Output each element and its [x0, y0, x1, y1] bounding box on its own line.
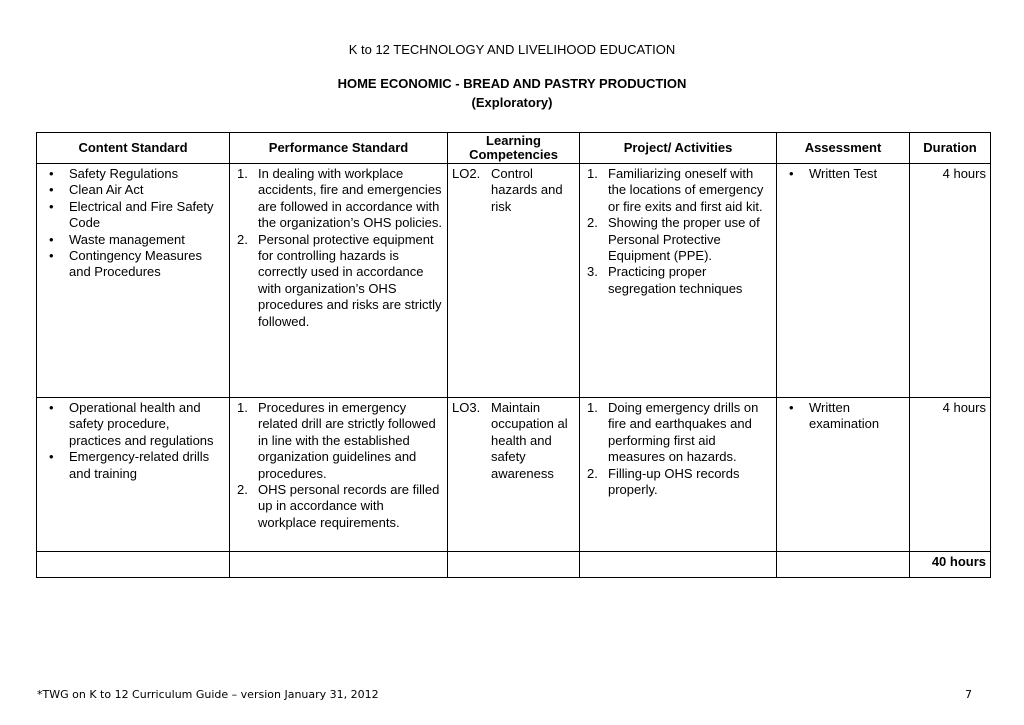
- list-item: 2. Showing the proper use of Personal Protective Equipment (PPE).: [587, 215, 760, 264]
- list-item: 2. Filling-up OHS records properly.: [587, 465, 740, 498]
- duration-cell: 4 hours: [910, 164, 991, 398]
- lo-code: LO3.: [452, 400, 481, 415]
- content-standard-cell: [37, 164, 230, 398]
- col-header-assessment: Assessment: [777, 133, 910, 164]
- lo-code: LO2.: [452, 166, 481, 181]
- list-item: • Written Test: [809, 166, 905, 182]
- activities-cell: [580, 398, 777, 552]
- list-item: • Written examination: [809, 400, 905, 433]
- content-standard-cell: [37, 398, 230, 552]
- learning-competency-cell: [448, 398, 580, 552]
- col-header-learning: Learning Competencies: [448, 133, 580, 164]
- learning-competency-cell: [448, 164, 580, 398]
- list-item: 3. Practicing proper segregation techniques: [587, 264, 743, 296]
- doc-level: (Exploratory): [471, 95, 553, 110]
- list-item: • Clean Air Act: [69, 182, 225, 198]
- page-number: 7: [965, 688, 972, 701]
- col-header-project: Project/ Activities: [580, 133, 777, 164]
- duration-cell: 4 hours: [910, 398, 991, 552]
- lo-text: Control hazards and risk: [491, 166, 563, 214]
- doc-title: K to 12 TECHNOLOGY AND LIVELIHOOD EDUCATION: [348, 42, 676, 57]
- col-header-content: Content Standard: [37, 133, 230, 164]
- list-item: 2. Personal protective equipment for controlling hazards is correctly used in accordance with organization’s OHS procedures and risks are strictly followed.: [237, 231, 442, 329]
- assessment-cell: [777, 398, 910, 552]
- col-header-duration: Duration: [910, 133, 991, 164]
- list-item: • Contingency Measures and Procedures: [69, 248, 225, 281]
- footer-version: *TWG on K to 12 Curriculum Guide – version January 31, 2012: [37, 688, 379, 701]
- total-row: [37, 552, 991, 578]
- performance-standard-cell: [230, 398, 448, 552]
- table-header-row: [37, 133, 991, 164]
- assessment-cell: [777, 164, 910, 398]
- table-row: [37, 164, 991, 398]
- list-item: 1. In dealing with workplace accidents, fire and emergencies are followed in accordance with the organization’s OHS policies.: [237, 166, 443, 231]
- list-item: • Waste management: [69, 232, 225, 248]
- doc-subtitle: HOME ECONOMIC - BREAD AND PASTRY PRODUCTION: [337, 76, 687, 91]
- total-duration: 40 hours: [910, 552, 991, 578]
- list-item: • Electrical and Fire Safety Code: [69, 199, 225, 232]
- performance-standard-cell: [230, 164, 448, 398]
- list-item: 1. Procedures in emergency related drill are strictly followed in line with the established organization guidelines and procedures.: [237, 400, 436, 481]
- list-item: 1. Familiarizing oneself with the locations of emergency or fire exits and first aid kit.: [587, 166, 764, 214]
- curriculum-table: [36, 132, 991, 578]
- table-row: [37, 398, 991, 552]
- list-item: 2. OHS personal records are filled up in accordance with workplace requirements.: [237, 482, 440, 530]
- list-item: • Emergency-related drills and training: [69, 449, 225, 482]
- list-item: • Safety Regulations: [69, 166, 225, 182]
- activities-cell: [580, 164, 777, 398]
- col-header-performance: Performance Standard: [230, 133, 448, 164]
- list-item: 1. Doing emergency drills on fire and earthquakes and performing first aid measures on hazards.: [587, 400, 759, 465]
- list-item: • Operational health and safety procedure, practices and regulations: [69, 400, 225, 449]
- lo-text: Maintain occupation al health and safety awareness: [491, 400, 568, 481]
